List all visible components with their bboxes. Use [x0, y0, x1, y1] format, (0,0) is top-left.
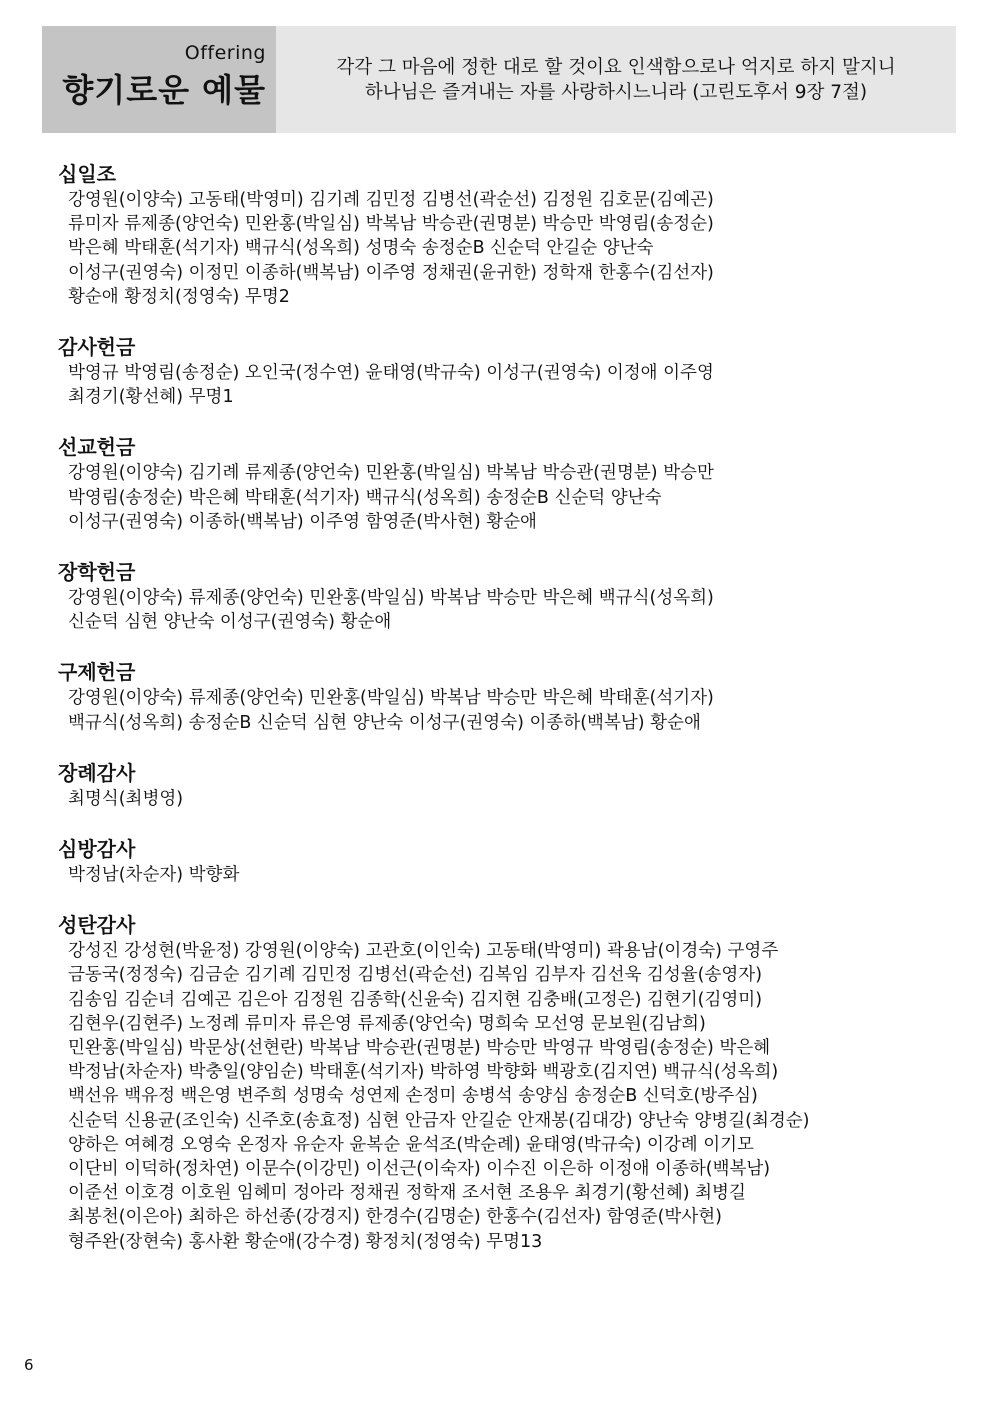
offering-section: [58, 835, 948, 887]
donor-list: [58, 461, 948, 534]
donor-line: 박정남(차순자) 박충일(양임순) 박태훈(석기자) 박하영 박향화 백광호(김지연) 백규식(성옥희): [68, 1062, 779, 1083]
section-title: 장학헌금: [58, 560, 136, 585]
offering-list: [58, 160, 948, 1278]
page-title: 향기로운 예물: [62, 71, 266, 109]
offering-section: [58, 160, 948, 309]
donor-line: 이성구(권영숙) 이정민 이종하(백복남) 이주영 정채권(윤귀한) 정학재 한홍수(김선자): [68, 262, 714, 283]
donor-list: [58, 686, 948, 734]
donor-line: 박영림(송정순) 박은혜 박태훈(석기자) 백규식(성옥희) 송정순B 신순덕 양난숙: [68, 487, 662, 508]
section-title: 성탄감사: [58, 913, 136, 938]
donor-list: [58, 863, 948, 887]
donor-line: 백선유 백유정 백은영 변주희 성명숙 성연제 손정미 송병석 송양심 송정순B 신덕호(방주심): [68, 1086, 758, 1107]
donor-line: 신순덕 심현 양난숙 이성구(권영숙) 황순애: [68, 612, 392, 633]
offering-section: [58, 433, 948, 534]
donor-line: 박영규 박영림(송정순) 오인국(정수연) 윤태영(박규숙) 이성구(권영숙) 이정애 이주영: [68, 363, 714, 384]
donor-list: [58, 939, 948, 1254]
donor-line: 최경기(황선혜) 무명1: [68, 387, 234, 408]
donor-line: 이성구(권영숙) 이종하(백복남) 이주영 함영준(박사현) 황순애: [68, 511, 537, 532]
donor-line: 강영원(이양숙) 고동태(박영미) 김기례 김민정 김병선(곽순선) 김정원 김호문(김예곤): [68, 190, 714, 210]
donor-line: 이단비 이덕하(정차연) 이문수(이강민) 이선근(이숙자) 이수진 이은하 이정애 이종하(백복남): [68, 1159, 771, 1180]
bible-verse: [336, 55, 895, 105]
donor-line: 백규식(성옥희) 송정순B 신순덕 심현 양난숙 이성구(권영숙) 이종하(백복남) 황순애: [68, 712, 701, 733]
header-subtitle: Offering: [184, 42, 266, 64]
donor-line: 강영원(이양숙) 류제종(양언숙) 민완홍(박일심) 박복남 박승만 박은혜 백규식(성옥희): [68, 588, 714, 609]
offering-section: [58, 558, 948, 634]
donor-list: [58, 787, 948, 811]
donor-line: 김현우(김현주) 노정례 류미자 류은영 류제종(양언숙) 명희숙 모선영 문보원(김남희): [68, 1013, 706, 1034]
donor-line: 최명식(최병영): [68, 788, 184, 809]
bible-verse-block: [276, 26, 956, 133]
donor-line: 이준선 이호경 이호원 임혜미 정아라 정채권 정학재 조서현 조용우 최경기(황선혜) 최병길: [68, 1183, 746, 1204]
donor-line: 황순애 황정치(정영숙) 무명2: [68, 286, 290, 307]
section-title: 십일조: [58, 162, 116, 186]
verse-line: 하나님은 즐겨내는 자를 사랑하시느니라 (고린도후서 9장 7절): [364, 81, 868, 103]
page-number: 6: [24, 1356, 34, 1374]
donor-line: 민완홍(박일심) 박문상(선현란) 박복남 박승관(권명분) 박승만 박영규 박영림(송정순) 박은혜: [68, 1038, 771, 1059]
donor-list: [58, 361, 948, 409]
donor-list: [58, 586, 948, 634]
donor-line: 류미자 류제종(양언숙) 민완홍(박일심) 박복남 박승관(권명분) 박승만 박영림(송정순): [68, 214, 714, 235]
donor-line: 양하은 여혜경 오영숙 온정자 유순자 윤복순 윤석조(박순례) 윤태영(박규숙) 이강례 이기모: [68, 1134, 754, 1155]
donor-line: 박은혜 박태훈(석기자) 백규식(성옥희) 성명숙 송정순B 신순덕 안길순 양난숙: [68, 238, 654, 259]
donor-line: 강영원(이양숙) 류제종(양언숙) 민완홍(박일심) 박복남 박승만 박은혜 박태훈(석기자): [68, 688, 714, 709]
page-header: [42, 26, 956, 133]
section-title: 선교헌금: [58, 435, 136, 460]
donor-line: 박정남(차순자) 박향화: [68, 865, 240, 886]
section-title: 감사헌금: [58, 335, 136, 360]
donor-line: 강성진 강성현(박윤정) 강영원(이양숙) 고관호(이인숙) 고동태(박영미) 곽용남(이경숙) 구영주: [68, 941, 779, 962]
offering-section: [58, 333, 948, 409]
donor-line: 신순덕 신용균(조인숙) 신주호(송효정) 심현 안금자 안길순 안재봉(김대강) 양난숙 양병길(최경순): [68, 1110, 810, 1131]
verse-line: 각각 그 마음에 정한 대로 할 것이요 인색함으로나 억지로 하지 말지니: [336, 56, 896, 78]
offering-section: [58, 658, 948, 734]
donor-list: [58, 188, 948, 309]
donor-line: 김송임 김순녀 김예곤 김은아 김정원 김종학(신윤숙) 김지현 김충배(고정은) 김현기(김영미): [68, 989, 763, 1010]
offering-section: [58, 911, 948, 1254]
donor-line: 금동국(정정숙) 김금순 김기례 김민정 김병선(곽순선) 김복임 김부자 김선욱 김성율(송영자): [68, 965, 763, 986]
donor-line: 최봉천(이은아) 최하은 하선종(강경지) 한경수(김명순) 한홍수(김선자) 함영준(박사현): [68, 1207, 722, 1228]
header-title-block: [42, 26, 276, 133]
donor-line: 강영원(이양숙) 김기례 류제종(양언숙) 민완홍(박일심) 박복남 박승관(권명분) 박승만: [68, 463, 714, 484]
donor-line: 형주완(장현숙) 홍사환 황순애(강수경) 황정치(정영숙) 무명13: [68, 1231, 543, 1252]
offering-section: [58, 759, 948, 811]
section-title: 심방감사: [58, 837, 136, 862]
section-title: 구제헌금: [58, 660, 136, 685]
section-title: 장례감사: [58, 760, 136, 785]
